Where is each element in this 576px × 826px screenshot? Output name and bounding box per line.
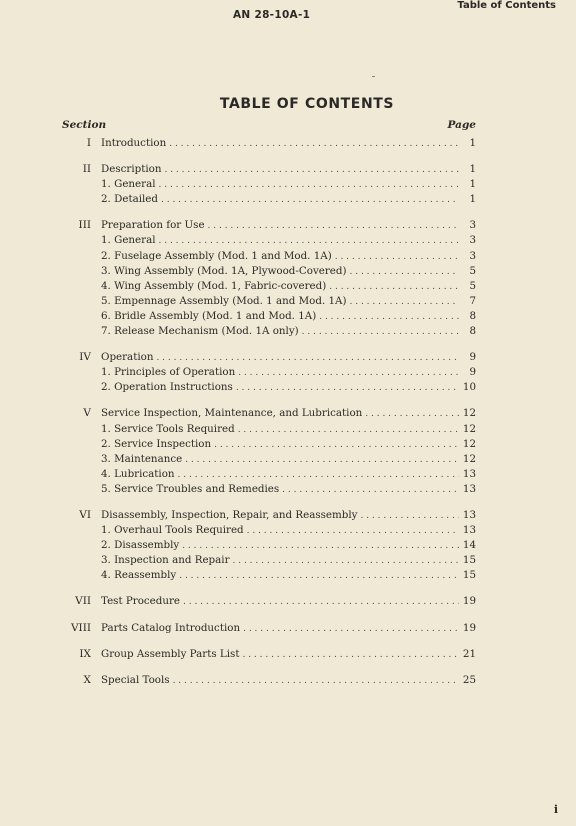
entry-title: 4. Lubrication	[101, 467, 175, 480]
entry-page-number: 13	[462, 482, 476, 495]
entry-page-number: 1	[469, 193, 476, 206]
toc-subsection-entry	[62, 483, 476, 498]
toc-section-entry	[62, 648, 476, 663]
dot-leader	[159, 236, 460, 246]
section-numeral: VI	[79, 508, 91, 521]
entry-title: 1. General	[101, 234, 156, 247]
toc-section	[62, 595, 476, 610]
toc-section-entry	[62, 219, 476, 234]
toc-subsection-entry	[62, 325, 476, 340]
entry-title: 2. Service Inspection	[101, 437, 212, 450]
entry-page-number: 19	[462, 621, 476, 634]
entry-title: Parts Catalog Introduction	[101, 621, 241, 634]
toc-section-entry	[62, 595, 476, 610]
toc-section	[62, 674, 476, 689]
dot-leader	[335, 252, 459, 262]
dot-leader	[185, 455, 459, 465]
section-numeral: VIII	[70, 621, 91, 634]
toc-section	[62, 648, 476, 663]
toc-section-entry	[62, 137, 476, 152]
entry-page-number: 19	[462, 595, 476, 608]
page-column-header: Page	[447, 119, 476, 131]
entry-title: Disassembly, Inspection, Repair, and Reassembly	[101, 508, 358, 521]
dot-leader	[208, 221, 459, 231]
entry-title: 5. Service Troubles and Remedies	[101, 482, 280, 495]
toc-subsection-entry	[62, 234, 476, 249]
table-of-contents	[62, 137, 476, 689]
dot-leader	[161, 195, 459, 205]
section-numeral: IV	[79, 351, 91, 364]
paper-speck	[372, 76, 375, 77]
entry-title: 7. Release Mechanism (Mod. 1A only)	[101, 325, 299, 338]
section-numeral: III	[78, 219, 91, 232]
entry-page-number: 12	[462, 437, 476, 450]
entry-title: Test Procedure	[101, 595, 181, 608]
entry-page-number: 21	[462, 647, 476, 660]
document-number: AN 28-10A-1	[233, 9, 311, 21]
entry-title: 6. Bridle Assembly (Mod. 1 and Mod. 1A)	[101, 309, 317, 322]
section-numeral: IX	[79, 647, 91, 660]
entry-page-number: 15	[462, 569, 476, 582]
entry-title: Group Assembly Parts List	[101, 647, 240, 660]
entry-title: 2. Operation Instructions	[101, 381, 233, 394]
toc-subsection-entry	[62, 468, 476, 483]
toc-section-entry	[62, 351, 476, 366]
entry-page-number: 12	[462, 422, 476, 435]
toc-subsection-entry	[62, 539, 476, 554]
dot-leader	[236, 383, 459, 393]
entry-title: 1. Service Tools Required	[101, 422, 235, 435]
dot-leader	[360, 511, 459, 521]
toc-subsection-entry	[62, 366, 476, 381]
toc-section	[62, 509, 476, 584]
dot-leader	[233, 556, 460, 566]
section-numeral: X	[83, 673, 91, 686]
toc-section-entry	[62, 622, 476, 637]
entry-title: 1. Overhaul Tools Required	[101, 524, 244, 537]
toc-subsection-entry	[62, 569, 476, 584]
toc-subsection-entry	[62, 381, 476, 396]
toc-subsection-entry	[62, 554, 476, 569]
entry-page-number: 15	[462, 554, 476, 567]
entry-page-number: 9	[469, 366, 476, 379]
entry-title: 3. Maintenance	[101, 452, 183, 465]
entry-page-number: 12	[462, 452, 476, 465]
entry-title: 2. Fuselage Assembly (Mod. 1 and Mod. 1A)	[101, 249, 332, 262]
toc-subsection-entry	[62, 250, 476, 265]
toc-subsection-entry	[62, 524, 476, 539]
section-numeral: VII	[75, 595, 91, 608]
section-numeral: V	[83, 407, 91, 420]
dot-leader	[164, 165, 459, 175]
entry-title: Service Inspection, Maintenance, and Lubrication	[101, 407, 363, 420]
toc-subsection-entry	[62, 178, 476, 193]
dot-leader	[319, 312, 459, 322]
entry-page-number: 12	[462, 407, 476, 420]
entry-page-number: 7	[469, 294, 476, 307]
page-number: i	[553, 803, 558, 816]
entry-title: Special Tools	[101, 673, 170, 686]
entry-page-number: 14	[462, 539, 476, 552]
entry-page-number: 25	[462, 673, 476, 686]
section-column-header: Section	[62, 119, 107, 131]
dot-leader	[179, 571, 459, 581]
entry-page-number: 3	[469, 234, 476, 247]
toc-subsection-entry	[62, 453, 476, 468]
dot-leader	[329, 282, 459, 292]
entry-title: Operation	[101, 351, 154, 364]
entry-title: 3. Wing Assembly (Mod. 1A, Plywood-Covered)	[101, 264, 347, 277]
dot-leader	[247, 526, 459, 536]
entry-page-number: 8	[469, 309, 476, 322]
dot-leader	[282, 485, 459, 495]
entry-page-number: 13	[462, 524, 476, 537]
dot-leader	[238, 368, 459, 378]
toc-section	[62, 407, 476, 498]
dot-leader	[159, 180, 460, 190]
toc-subsection-entry	[62, 438, 476, 453]
entry-page-number: 1	[469, 137, 476, 149]
dot-leader	[178, 470, 459, 480]
dot-leader	[350, 297, 459, 307]
toc-section-entry	[62, 163, 476, 178]
page-title: TABLE OF CONTENTS	[219, 96, 395, 112]
dot-leader	[214, 440, 459, 450]
toc-section	[62, 622, 476, 637]
entry-page-number: 3	[469, 219, 476, 232]
dot-leader	[242, 650, 459, 660]
toc-subsection-entry	[62, 295, 476, 310]
entry-page-number: 3	[469, 249, 476, 262]
dot-leader	[156, 353, 459, 363]
entry-page-number: 13	[462, 467, 476, 480]
entry-title: 5. Empennage Assembly (Mod. 1 and Mod. 1A)	[101, 294, 347, 307]
entry-page-number: 9	[469, 351, 476, 364]
toc-section	[62, 137, 476, 152]
dot-leader	[183, 597, 459, 607]
dot-leader	[182, 541, 459, 551]
entry-page-number: 1	[469, 178, 476, 191]
dot-leader	[173, 676, 459, 686]
dot-leader	[238, 425, 459, 435]
entry-page-number: 5	[469, 279, 476, 292]
entry-page-number: 5	[469, 264, 476, 277]
entry-title: 1. General	[101, 178, 156, 191]
entry-title: 2. Detailed	[101, 193, 158, 206]
entry-page-number: 8	[469, 325, 476, 338]
toc-section-entry	[62, 509, 476, 524]
toc-section-entry	[62, 407, 476, 422]
toc-section	[62, 219, 476, 340]
toc-subsection-entry	[62, 423, 476, 438]
entry-page-number: 10	[462, 381, 476, 394]
entry-title: Description	[101, 163, 162, 176]
toc-subsection-entry	[62, 310, 476, 325]
section-numeral: I	[86, 137, 91, 149]
toc-section	[62, 351, 476, 396]
toc-subsection-entry	[62, 280, 476, 295]
dot-leader	[365, 409, 459, 419]
section-numeral: II	[82, 163, 91, 176]
toc-subsection-entry	[62, 265, 476, 280]
entry-title: Preparation for Use	[101, 219, 205, 232]
entry-title: 1. Principles of Operation	[101, 366, 236, 379]
toc-section	[62, 163, 476, 208]
dot-leader	[169, 139, 459, 149]
entry-page-number: 1	[469, 163, 476, 176]
dot-leader	[350, 267, 460, 277]
dot-leader	[302, 327, 459, 337]
entry-title: 4. Wing Assembly (Mod. 1, Fabric-covered)	[101, 279, 327, 292]
entry-title: 3. Inspection and Repair	[101, 554, 230, 567]
running-head: Table of Contents	[457, 0, 556, 11]
entry-title: 4. Reassembly	[101, 569, 177, 582]
entry-page-number: 13	[462, 508, 476, 521]
entry-title: Introduction	[101, 137, 167, 149]
dot-leader	[243, 624, 459, 634]
entry-title: 2. Disassembly	[101, 539, 180, 552]
toc-subsection-entry	[62, 193, 476, 208]
toc-section-entry	[62, 674, 476, 689]
